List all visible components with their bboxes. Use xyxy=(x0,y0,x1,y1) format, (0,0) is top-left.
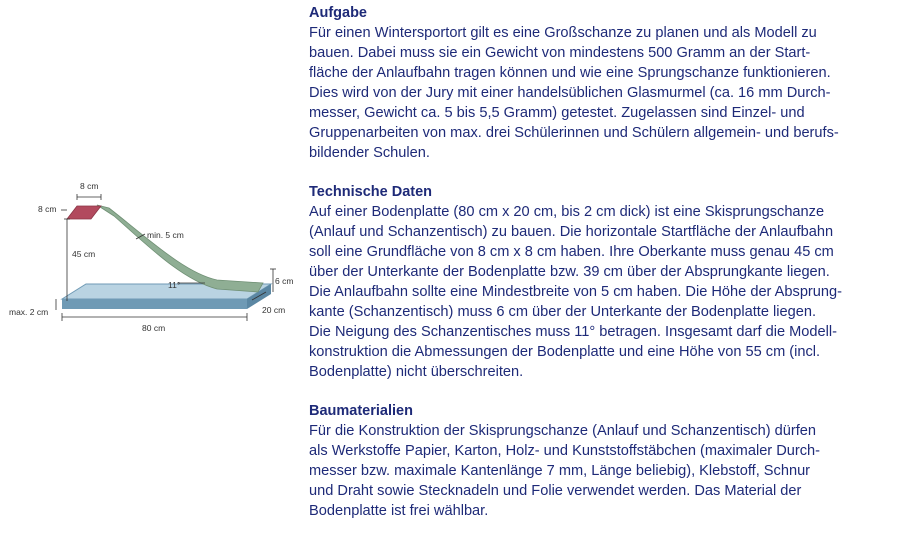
paragraph-line: Die Neigung des Schanzentisches muss 11° betragen. Insgesamt darf die Modell- xyxy=(309,324,837,340)
label-angle: 11° xyxy=(168,280,181,290)
paragraph-line: über der Unterkante der Bodenplatte bzw. 39 cm über der Absprungkante liegen. xyxy=(309,264,830,280)
label-start-depth: 8 cm xyxy=(38,204,57,214)
section-aufgabe xyxy=(309,3,901,163)
paragraph-line: messer, Gewicht ca. 5 bis 5,5 Gramm) getestet. Zugelassen sind Einzel- und xyxy=(309,105,805,121)
label-plate-thickness: max. 2 cm xyxy=(9,307,49,317)
paragraph-line: soll eine Grundfläche von 8 cm x 8 cm haben. Ihre Oberkante muss genau 45 cm xyxy=(309,244,834,260)
section-technische-daten xyxy=(309,182,901,382)
paragraph-line: bauen. Dabei muss sie ein Gewicht von mindestens 500 Gramm an der Start- xyxy=(309,45,811,61)
paragraph-line: Bodenplatte) nicht überschreiten. xyxy=(309,364,524,380)
paragraph-line: fläche der Anlaufbahn tragen können und wie eine Sprungschanze funktionieren. xyxy=(309,65,831,81)
paragraph-line: (Anlauf und Schanzentisch) zu bauen. Die horizontale Startfläche der Anlaufbahn xyxy=(309,224,834,240)
paragraph-line: Für die Konstruktion der Skisprungschanze (Anlauf und Schanzentisch) dürfen xyxy=(309,423,817,439)
paragraph-line: Gruppenarbeiten von max. drei Schülerinnen und Schülern allgemein- und berufs- xyxy=(309,125,839,141)
label-table-height: 6 cm xyxy=(275,276,294,286)
paragraph-line: und Draht sowie Stecknadeln und Folie verwendet werden. Das Material der xyxy=(309,483,802,499)
paragraph-line: messer bzw. maximale Kantenlänge 7 mm, Länge beliebig), Klebstoff, Schnur xyxy=(309,463,811,479)
section-heading: Baumaterialien xyxy=(309,403,413,419)
paragraph-line: konstruktion die Abmessungen der Bodenplatte und eine Höhe von 55 cm (incl. xyxy=(309,344,821,360)
base-plate-front xyxy=(62,299,247,309)
section-baumaterialien xyxy=(309,401,901,521)
start-platform xyxy=(67,206,101,219)
paragraph-line: Auf einer Bodenplatte (80 cm x 20 cm, bis 2 cm dick) ist eine Skisprungschanze xyxy=(309,204,825,220)
document-text xyxy=(309,3,901,540)
paragraph-line: kante (Schanzentisch) muss 6 cm über der Unterkante der Bodenplatte liegen. xyxy=(309,304,817,320)
label-start-width: 8 cm xyxy=(80,181,99,191)
paragraph-line: Die Anlaufbahn sollte eine Mindestbreite von 5 cm haben. Die Höhe der Absprung- xyxy=(309,284,842,300)
section-heading: Technische Daten xyxy=(309,184,433,200)
paragraph-line: bildender Schulen. xyxy=(309,145,430,161)
paragraph-line: Für einen Wintersportort gilt es eine Großschanze zu planen und als Modell zu xyxy=(309,25,817,41)
ski-jump-diagram xyxy=(0,175,300,350)
section-heading: Aufgabe xyxy=(309,5,367,21)
paragraph-line: Dies wird von der Jury mit einer handelsüblichen Glasmurmel (ca. 16 mm Durch- xyxy=(309,85,831,101)
label-min-width: min. 5 cm xyxy=(147,230,184,240)
label-height: 45 cm xyxy=(72,249,96,259)
paragraph-line: Bodenplatte ist frei wählbar. xyxy=(309,503,489,519)
ramp xyxy=(97,205,263,292)
paragraph-line: als Werkstoffe Papier, Karton, Holz- und Kunststoffstäbchen (maximaler Durch- xyxy=(309,443,821,459)
label-plate-depth: 20 cm xyxy=(262,305,286,315)
label-plate-length: 80 cm xyxy=(142,323,166,333)
